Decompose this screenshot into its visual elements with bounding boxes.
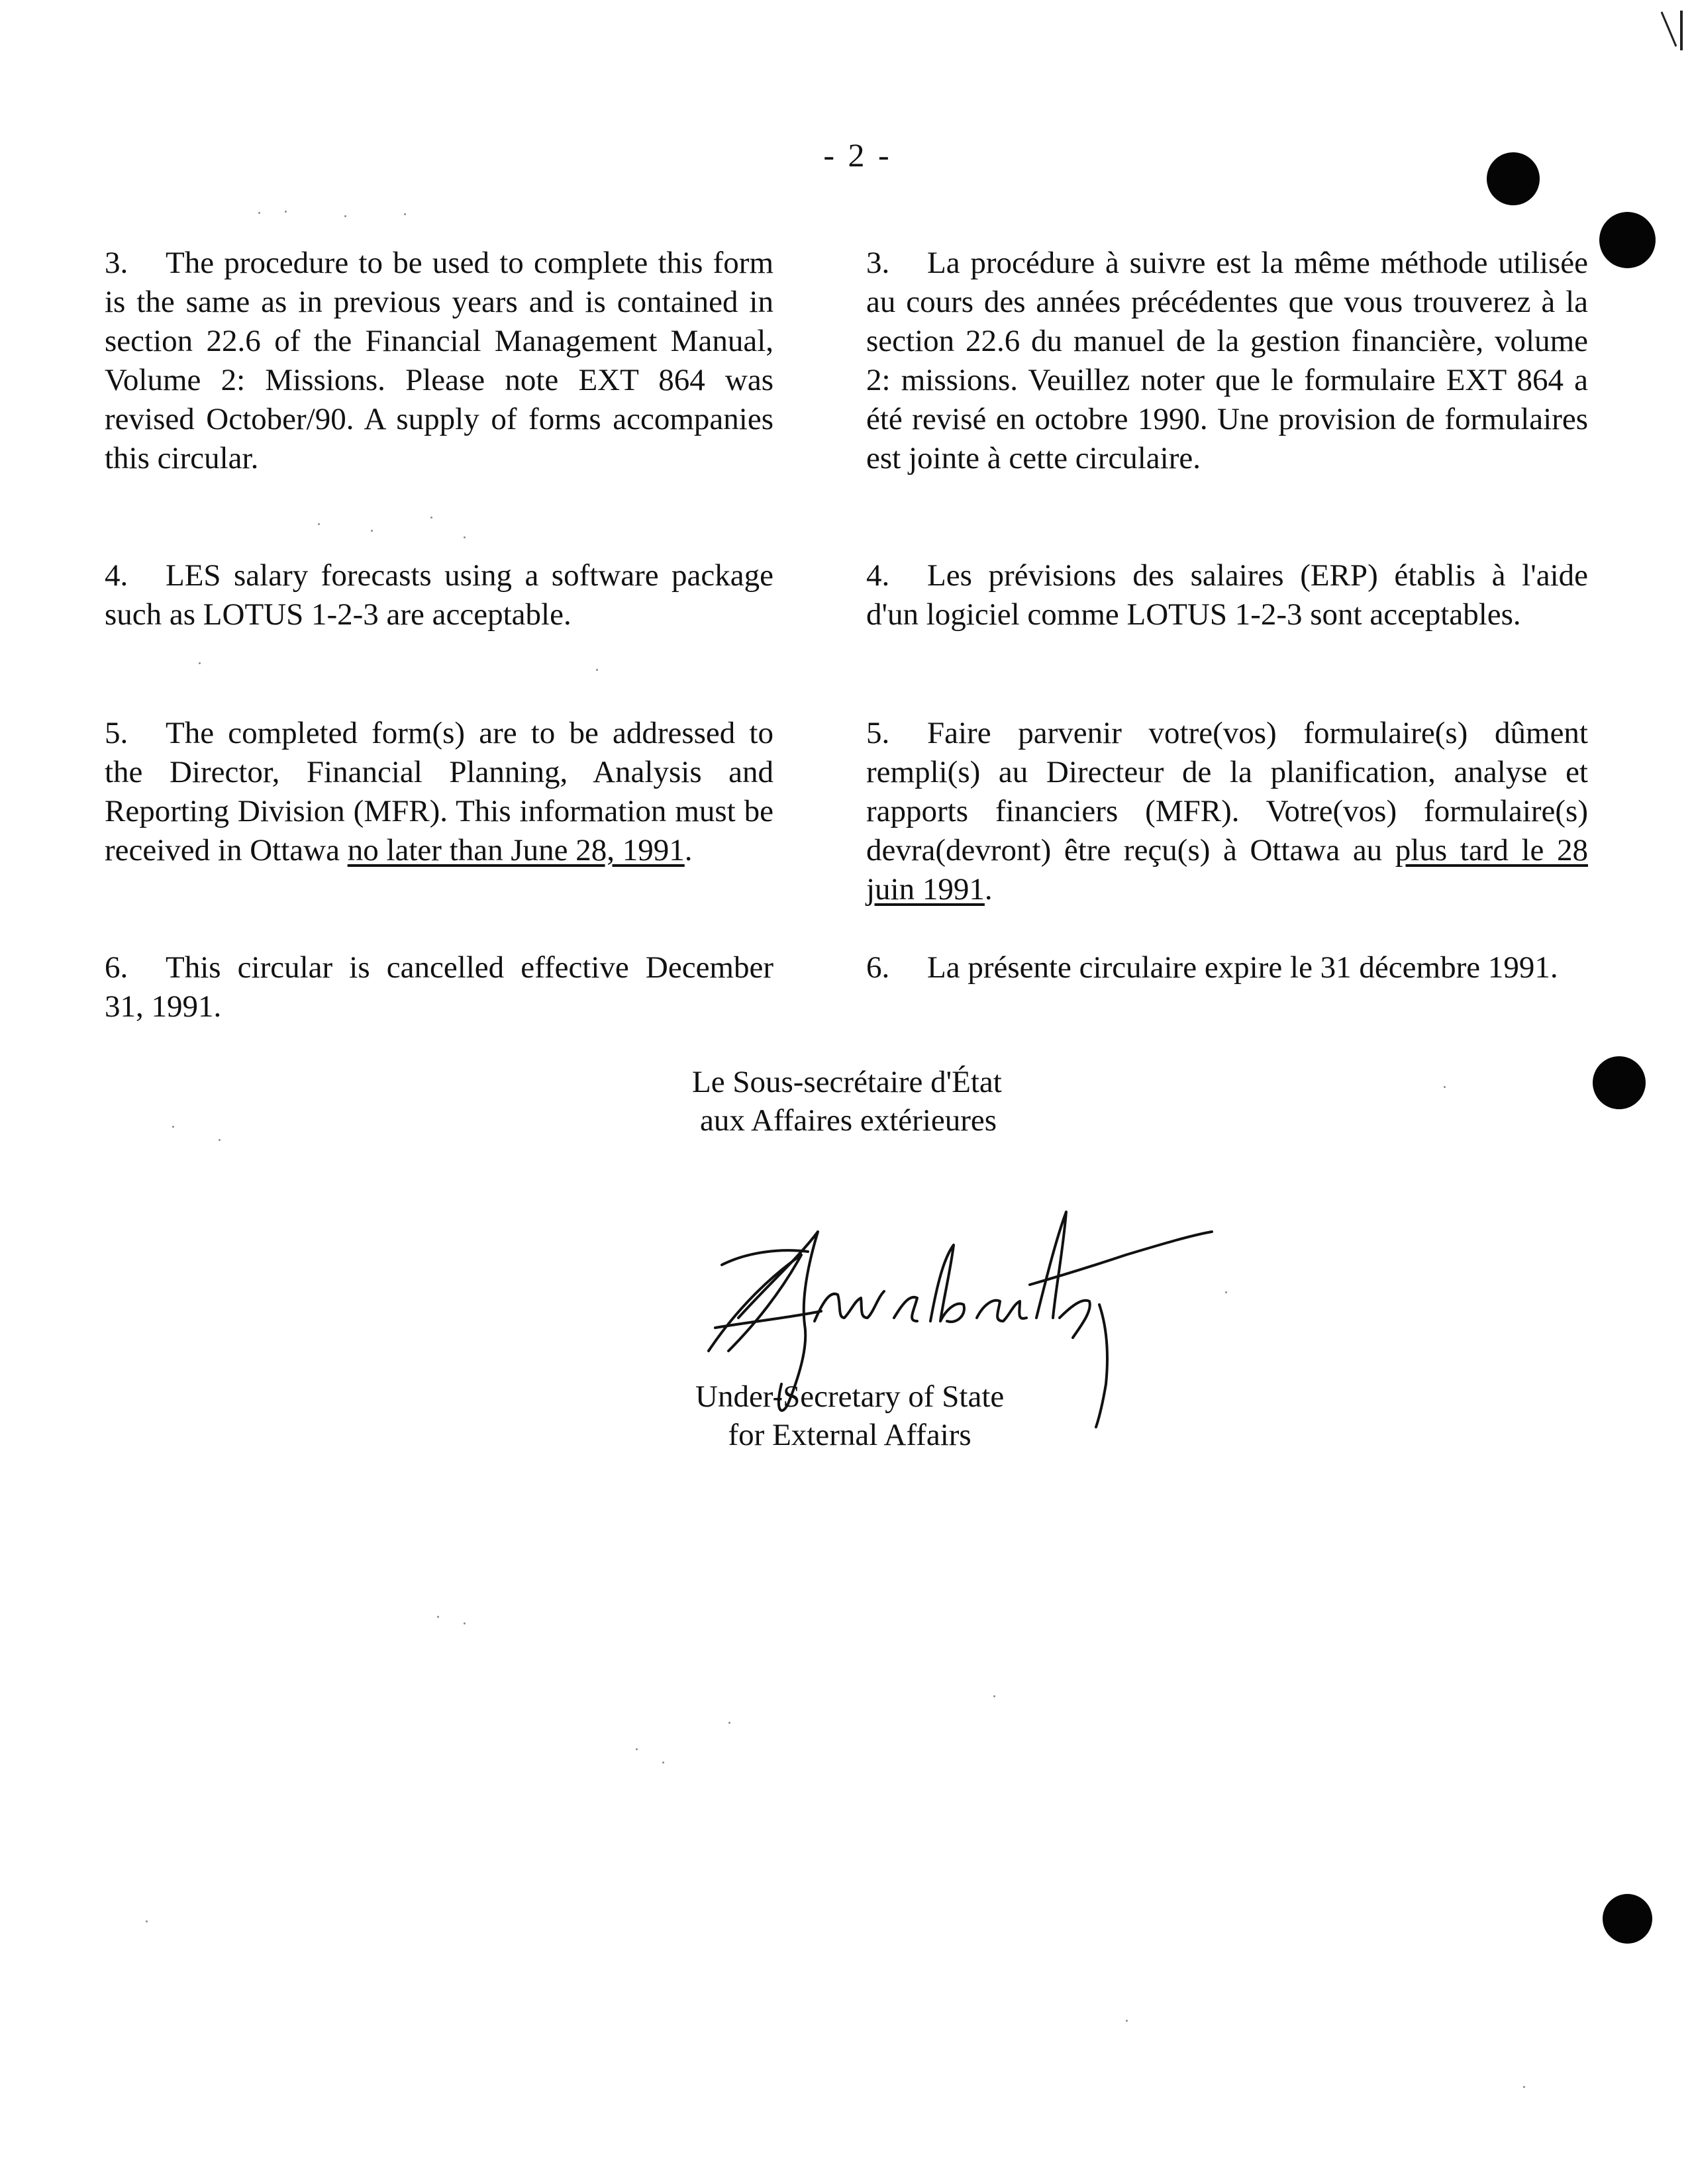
scan-speck [344, 215, 346, 217]
paragraph-number: 5. [105, 716, 128, 750]
paragraph-number: 3. [866, 246, 890, 280]
paragraph-fr-4 [866, 556, 1588, 634]
paragraph-number: 3. [105, 246, 128, 280]
scan-speck [993, 1695, 995, 1697]
scan-speck [464, 536, 466, 538]
scan-speck [1523, 2086, 1525, 2088]
scan-speck [371, 530, 373, 532]
paragraph-number: 6. [866, 950, 890, 985]
scan-speck [146, 1920, 148, 1922]
scan-speck [318, 523, 320, 525]
scan-speck [437, 1616, 439, 1618]
signatory-title-fr [692, 1063, 1002, 1140]
scan-speck [636, 1748, 638, 1750]
page-number: - 2 - [823, 136, 892, 174]
scan-speck [1126, 2020, 1128, 2022]
paragraph-text: La procédure à suivre est la même méthode utilisée au cours des années précédentes que vous trouverez à la section 22.6 du manuel de la gestion financière, volume 2: missions. Veuillez noter que le formulaire EXT 864 a été revisé en octobre 1990. Une provision de formulaires est jointe à cette circulaire. [866, 246, 1588, 475]
scan-speck [219, 1139, 221, 1141]
paragraph-number: 6. [105, 950, 128, 985]
scan-speck [1444, 1086, 1446, 1088]
paragraph-en-6 [105, 948, 773, 1026]
scan-speck [662, 1762, 664, 1763]
punch-hole [1593, 1056, 1646, 1109]
paragraph-text: The completed form(s) are to be addressed to the Director, Financial Planning, Analysis and Reporting Division (MFR). This information must be received in Ottawa [105, 716, 773, 868]
deadline-underlined: plus tard le 28 juin 1991 [866, 833, 1588, 907]
scan-speck [258, 212, 260, 214]
corner-mark [1659, 7, 1685, 53]
paragraph-fr-5 [866, 714, 1588, 909]
paragraph-text: LES salary forecasts using a software package such as LOTUS 1-2-3 are acceptable. [105, 558, 773, 632]
paragraph-en-4 [105, 556, 773, 634]
punch-hole [1487, 152, 1540, 205]
paragraph-number: 4. [866, 558, 890, 593]
scan-speck [464, 1622, 466, 1624]
signatory-title-fr-line1: Le Sous-secrétaire d'État [692, 1065, 1002, 1099]
scan-speck [172, 1126, 174, 1128]
deadline-underlined: no later than June 28, 1991 [347, 833, 685, 868]
scan-speck [199, 662, 201, 664]
scan-speck [285, 211, 287, 213]
paragraph-en-5 [105, 714, 773, 870]
punch-hole [1599, 212, 1656, 268]
paragraph-fr-3 [866, 244, 1588, 478]
punch-hole [1603, 1894, 1652, 1944]
signatory-title-en-line2: for External Affairs [728, 1418, 971, 1452]
paragraph-en-3 [105, 244, 773, 478]
signatory-title-fr-line2: aux Affaires extérieures [700, 1103, 997, 1138]
scan-speck [404, 213, 406, 215]
paragraph-end: . [684, 833, 693, 868]
scan-speck [596, 669, 598, 671]
paragraph-fr-6 [866, 948, 1588, 987]
paragraph-number: 5. [866, 716, 890, 750]
paragraph-text: La présente circulaire expire le 31 décembre 1991. [927, 950, 1558, 985]
signatory-title-en-line1: Under-Secretary of State [695, 1379, 1005, 1414]
signatory-title-en [695, 1377, 1004, 1454]
paragraph-text: The procedure to be used to complete this form is the same as in previous years and is contained in section 22.6 of the Financial Management Manual, Volume 2: Missions. Please note EXT 864 was revised October/90. A supply of forms accompanies this circular. [105, 246, 773, 475]
scan-speck [728, 1722, 730, 1724]
scan-speck [430, 517, 432, 519]
paragraph-text: This circular is cancelled effective December 31, 1991. [105, 950, 773, 1024]
paragraph-text: Les prévisions des salaires (ERP) établis à l'aide d'un logiciel comme LOTUS 1-2-3 sont acceptables. [866, 558, 1588, 632]
paragraph-text: Faire parvenir votre(vos) formulaire(s) dûment rempli(s) au Directeur de la planification, analyse et rapports financiers (MFR). Votre(vos) formulaire(s) devra(devront) être reçu(s) à Ottawa au [866, 716, 1588, 868]
paragraph-number: 4. [105, 558, 128, 593]
paragraph-end: . [984, 872, 993, 907]
scan-speck [1225, 1291, 1227, 1293]
